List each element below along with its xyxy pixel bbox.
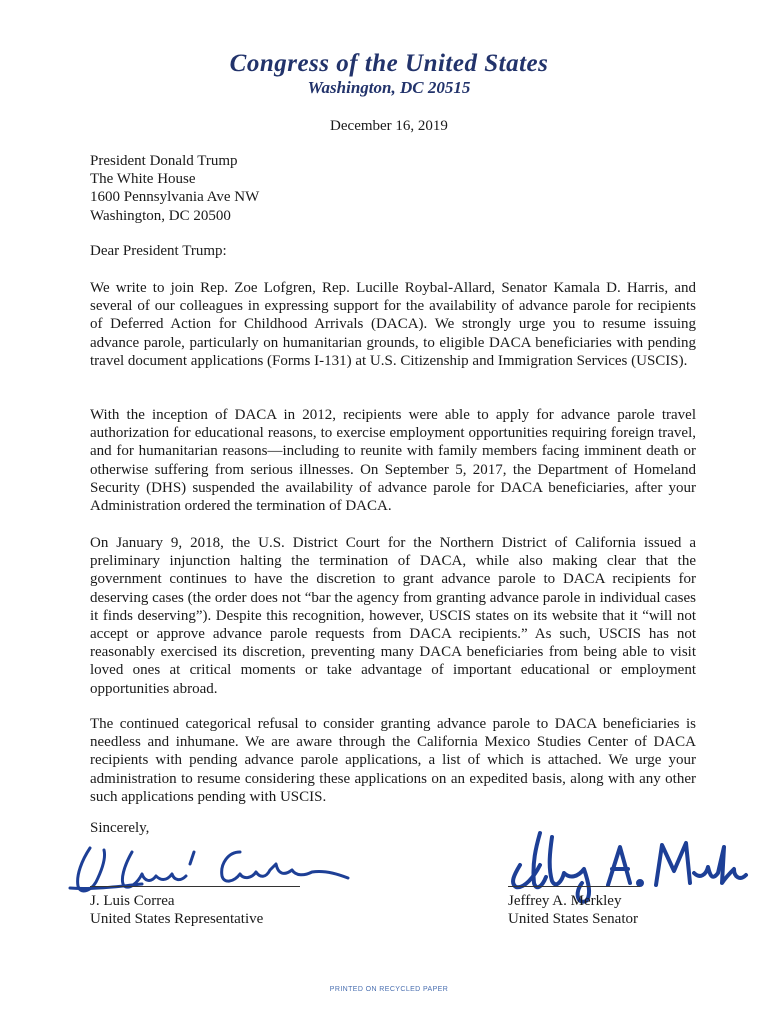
signer-merkley — [508, 892, 638, 928]
signature-line-correa — [90, 886, 300, 887]
recipient-org: The White House — [90, 171, 196, 188]
recipient-name: President Donald Trump — [90, 153, 238, 169]
recipient-city: Washington, DC 20500 — [90, 207, 231, 224]
letter-date: December 16, 2019 — [330, 118, 448, 134]
letterhead-address: Washington, DC 20515 — [307, 78, 471, 97]
body-paragraph-1: We write to join Rep. Zoe Lofgren, Rep. Lucille Roybal-Allard, Senator Kamala D. Harris, and several of our colleagues in expressing support for the availability of advance parole for recipients of Deferred Action for Childhood Arrivals (DACA). We strongly urge you to resume issuing advance parole, particularly on humanitarian grounds, to eligible DACA beneficiaries with pending travel document applications (Forms I-131) at U.S. Citizenship and Immigration Services (USCIS). — [90, 280, 696, 369]
body-paragraph-2: With the inception of DACA in 2012, recipients were able to apply for advance parole travel authorization for educational reasons, to exercise employment opportunities requiring foreign travel, and for humanitarian reasons—including to reunite with family members facing imminent death or otherwise suffering from serious illnesses. On September 5, 2017, the Department of Homeland Security (DHS) suspended the availability of advance parole for DACA beneficiaries, after your Administration ordered the termination of DACA. — [90, 407, 696, 515]
recipient-address — [90, 152, 259, 225]
signer-name: Jeffrey A. Merkley — [508, 893, 622, 909]
closing: Sincerely, — [90, 820, 150, 836]
signer-title: United States Representative — [90, 911, 264, 928]
recipient-street: 1600 Pennsylvania Ave NW — [90, 189, 260, 206]
signature-line-merkley — [508, 886, 640, 887]
letterhead-title: Congress of the United States — [229, 50, 549, 77]
body-paragraph-4: The continued categorical refusal to consider granting advance parole to DACA beneficiaries is needless and inhumane. We are aware through the California Mexico Studies Center of DACA recipients with pending advance parole applications, a list of which is attached. We urge your administration to resume considering these applications on an expedited basis, along with any other such applications pending with USCIS. — [90, 716, 696, 805]
footer-recycled-paper: PRINTED ON RECYCLED PAPER — [329, 986, 449, 993]
body-paragraph-3: On January 9, 2018, the U.S. District Court for the Northern District of California issued a preliminary injunction halting the termination of DACA, while also making clear that the government continues to have the discretion to grant advance parole to DACA recipients for deserving cases (the order does not “bar the agency from granting advance parole in individual cases it finds deserving”). Despite this recognition, however, USCIS states on its website that it “will not accept or approve advance parole requests from DACA recipients.” As such, USCIS has not reasonably exercised its discretion, preventing many DACA beneficiaries from being able to visit loved ones at critical moments or take advantage of important educational or employment opportunities abroad. — [90, 535, 696, 697]
salutation: Dear President Trump: — [90, 243, 227, 259]
signer-correa — [90, 892, 263, 928]
signer-title: United States Senator — [508, 911, 638, 928]
signer-name: J. Luis Correa — [90, 893, 175, 909]
